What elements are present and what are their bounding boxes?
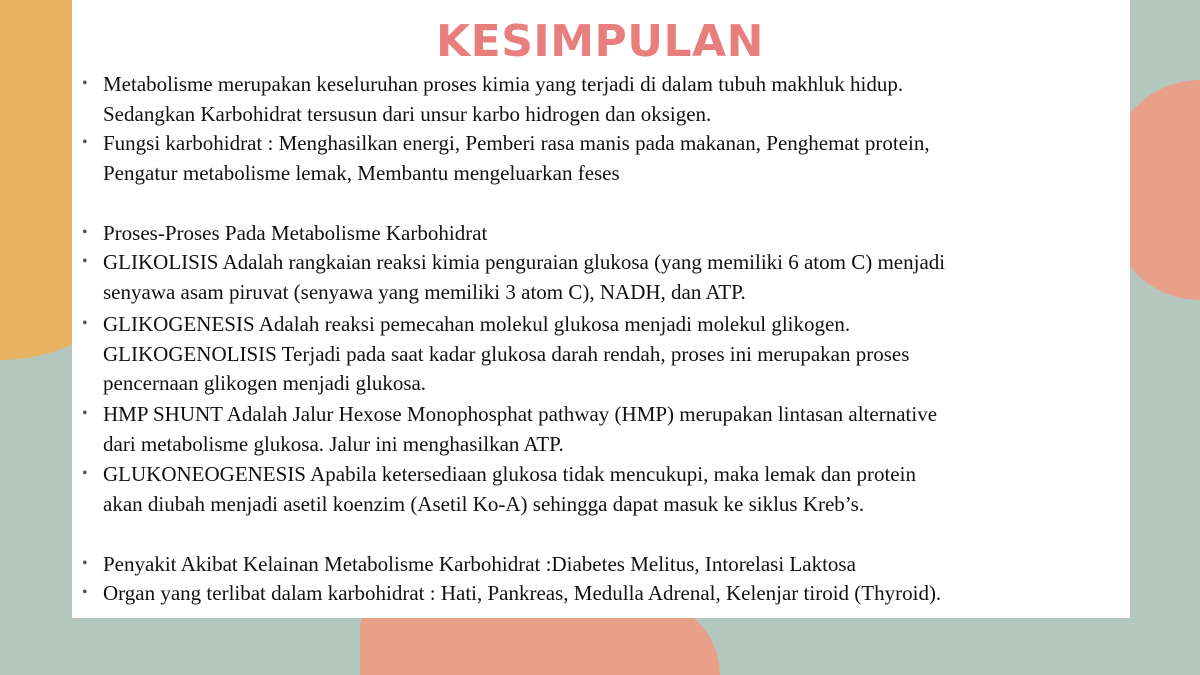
bullet-icon: •	[82, 465, 88, 482]
bullet-text-line: Fungsi karbohidrat : Menghasilkan energi, Pemberi rasa manis pada makanan, Penghemat protein,	[103, 131, 930, 155]
bullet-icon: •	[82, 315, 88, 332]
bullet-text-line: Proses-Proses Pada Metabolisme Karbohidrat	[103, 221, 488, 245]
bullet-icon: •	[82, 75, 88, 92]
bullet-icon: •	[82, 253, 88, 270]
bullet-text-line: dari metabolisme glukosa. Jalur ini menghasilkan ATP.	[103, 431, 564, 456]
bullet-text-line: senyawa asam piruvat (senyawa yang memiliki 3 atom C), NADH, dan ATP.	[103, 279, 746, 304]
bullet-text-line: HMP SHUNT Adalah Jalur Hexose Monophosphat pathway (HMP) merupakan lintasan alternative	[103, 402, 938, 426]
bullet-text-line: akan diubah menjadi asetil koenzim (Asetil Ko-A) sehingga dapat masuk ke siklus Kreb’s.	[103, 491, 865, 516]
bullet-text-line: GLIKOLISIS Adalah rangkaian reaksi kimia penguraian glukosa (yang memiliki 6 atom C) menjadi	[103, 250, 946, 274]
bullet-text-line: GLUKONEOGENESIS Apabila ketersediaan glukosa tidak mencukupi, maka lemak dan protein	[103, 462, 916, 486]
bullet-icon: •	[82, 555, 88, 572]
bullet-text-line: GLIKOGENESIS Adalah reaksi pemecahan molekul glukosa menjadi molekul glikogen.	[103, 312, 851, 336]
bullet-icon: •	[82, 224, 88, 241]
bullet-text-line: Penyakit Akibat Kelainan Metabolisme Karbohidrat :Diabetes Melitus, Intorelasi Laktosa	[103, 552, 856, 576]
bullet-icon: •	[82, 405, 88, 422]
bullet-icon: •	[82, 134, 88, 151]
bullet-icon: •	[82, 584, 88, 601]
bullet-text-line: Pengatur metabolisme lemak, Membantu mengeluarkan feses	[103, 160, 620, 185]
bullet-text-line: Sedangkan Karbohidrat tersusun dari unsur karbo hidrogen dan oksigen.	[103, 101, 712, 126]
bullet-text-line: Metabolisme merupakan keseluruhan proses kimia yang terjadi di dalam tubuh makhluk hidup.	[103, 72, 904, 96]
slide-title: KESIMPULAN	[436, 16, 764, 67]
bullet-text-line: Organ yang terlibat dalam karbohidrat : Hati, Pankreas, Medulla Adrenal, Kelenjar tiroid (Thyroid).	[103, 581, 942, 605]
bullet-text-line: GLIKOGENOLISIS Terjadi pada saat kadar glukosa darah rendah, proses ini merupakan proses	[103, 341, 910, 366]
bullet-text-line: pencernaan glikogen menjadi glukosa.	[103, 371, 427, 395]
